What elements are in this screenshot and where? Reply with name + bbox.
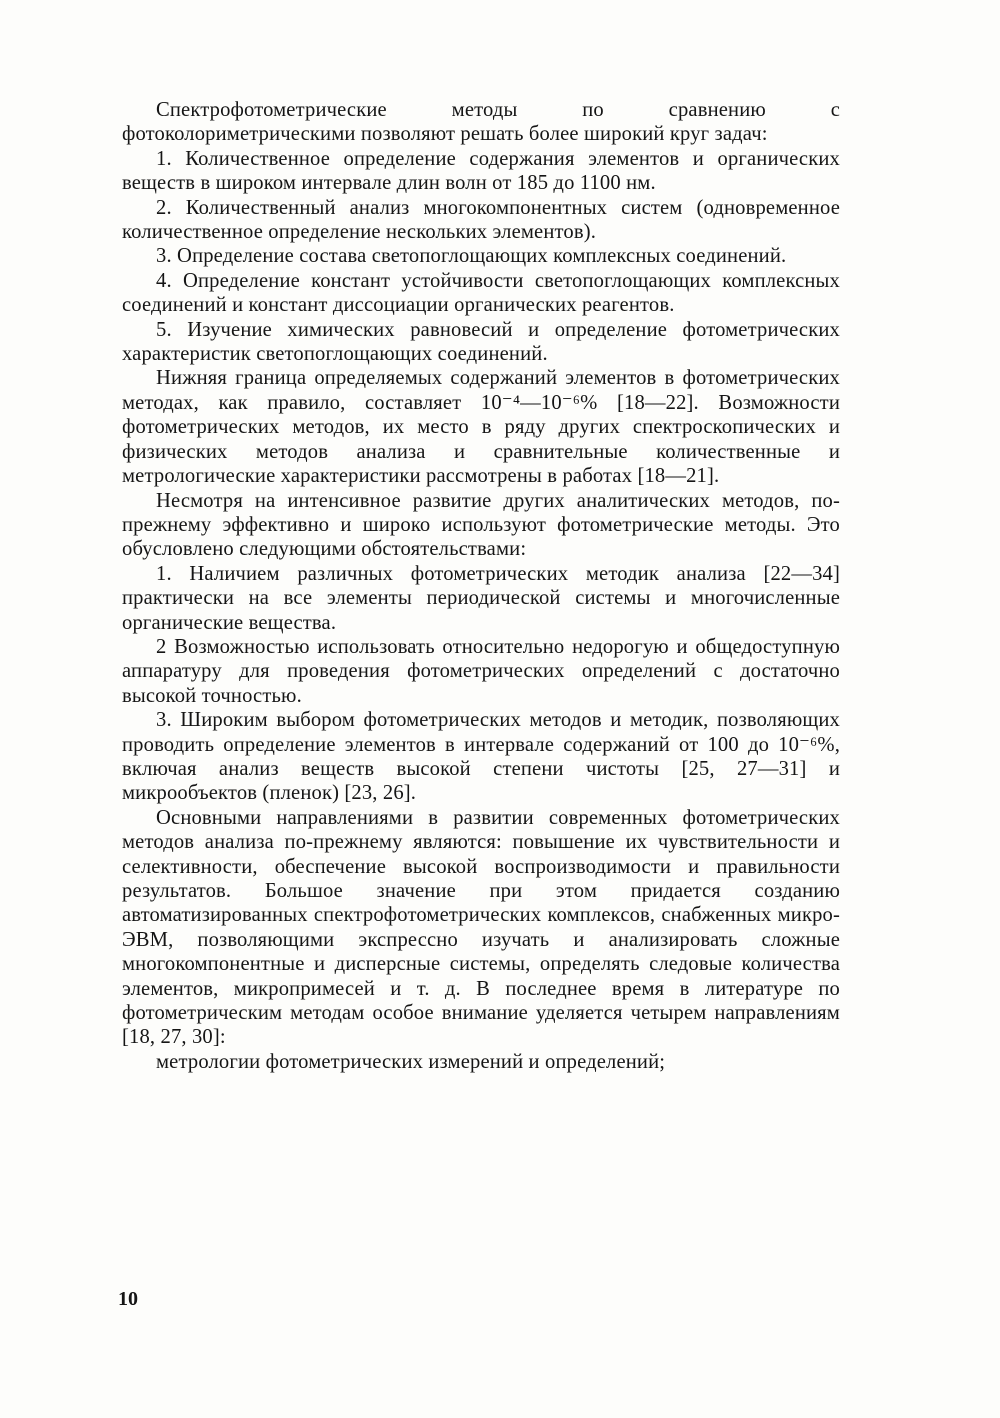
list-item-2: 2. Количественный анализ многокомпонентных систем (одновременное количественное определение нескольких элементов). [122,196,840,244]
paragraph-metrology: метрологии фотометрических измерений и определений; [156,1050,666,1073]
list-item-1: 1. Количественное определение содержания элементов и органических веществ в широком интервале длин волн от 185 до 1100 нм. [122,147,840,195]
list-item-5: 5. Изучение химических равновесий и определение фотометрических характеристик светопоглощающих соединений. [122,318,840,366]
list-item-3: 3. Определение состава светопоглощающих комплексных соединений. [156,245,787,268]
reason-item-3: 3. Широким выбором фотометрических методов и методик, позволяющих проводить определение элементов в интервале содержаний от 100 до 10⁻⁶%, включая анализ веществ высокой степени чистоты [25, 27—31] и микрообъектов (пленок) [23, 26]. [122,709,840,805]
body-text [122,98,840,1074]
reason-item-1: 1. Наличием различных фотометрических методик анализа [22—34] практически на все элементы периодической системы и многочисленные органические вещества. [122,562,840,634]
paragraph-directions: Основными направлениями в развитии современных фотометрических методов анализа по-прежнему являются: повышение их чувствительности и селективности, обеспечение высокой воспроизводимости и правильности результатов. Большое значение при этом придается созданию автоматизированных спектрофотометрических комплексов, снабженных микро-ЭВМ, позволяющими экспрессно изучать и анализировать сложные многокомпонентные и дисперсные системы, определять следовые количества элементов, микропримесей и т. д. В последнее время в литературе по фотометрическим методам особое внимание уделяется четырем направлениям [18, 27, 30]: [122,806,840,1049]
page-number: 10 [118,1288,138,1310]
list-item-4: 4. Определение констант устойчивости светопоглощающих комплексных соединений и констант диссоциации органических реагентов. [122,269,840,317]
reason-item-2: 2 Возможностью использовать относительно недорогую и общедоступную аппаратуру для проведения фотометрических определений с достаточно высокой точностью. [122,635,840,707]
paragraph-intro: Спектрофотометрические методы по сравнению с фотоколориметрическими позволяют решать более широкий круг задач: [122,99,840,146]
paragraph-despite: Несмотря на интенсивное развитие других аналитических методов, по-прежнему эффективно и широко используют фотометрические методы. Это обусловлено следующими обстоятельствами: [122,489,840,561]
paragraph-lower-limit: Нижняя граница определяемых содержаний элементов в фотометрических методах, как правило, составляет 10⁻⁴—10⁻⁶% [18—22]. Возможности фотометрических методов, их место в ряду других спектроскопических и физических методов анализа и сравнительные количественные и метрологические характеристики рассмотрены в работах [18—21]. [122,367,840,488]
